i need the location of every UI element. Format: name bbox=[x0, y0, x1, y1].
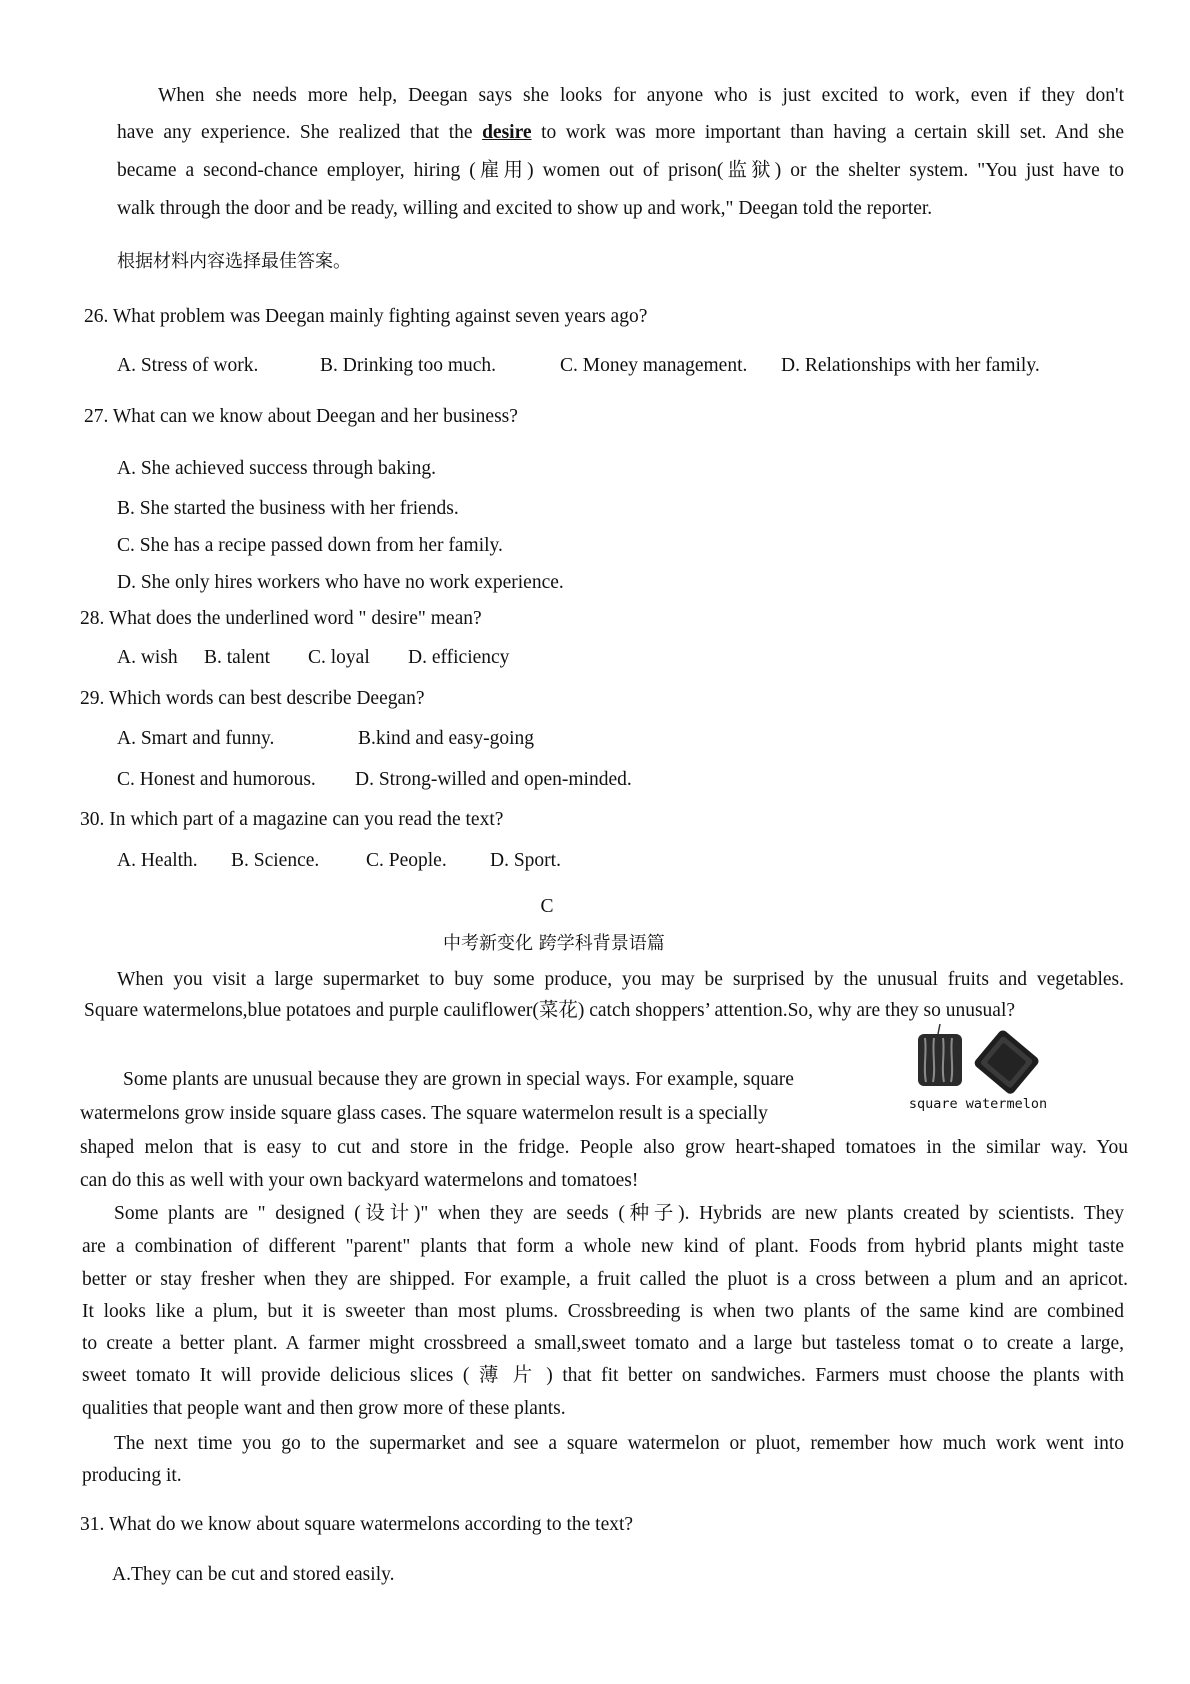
passage-text: have any experience. She realized that the bbox=[117, 122, 483, 143]
option: A.They can be cut and stored easily. bbox=[112, 1564, 395, 1585]
passage-line: Square watermelons,blue potatoes and purple cauliflower(菜花) catch shoppers’ attention.So, why are they so unusual? bbox=[84, 1000, 1016, 1021]
option: B. Drinking too much. bbox=[320, 355, 497, 376]
option: D. Relationships with her family. bbox=[781, 355, 1040, 376]
instruction: 根据材料内容选择最佳答案。 bbox=[117, 251, 351, 272]
passage-line: Some plants are unusual because they are grown in special ways. For example, square bbox=[123, 1069, 794, 1090]
passage-line: watermelons grow inside square glass cases. The square watermelon result is a specially bbox=[80, 1103, 768, 1124]
question-stem: 26. What problem was Deegan mainly fighting against seven years ago? bbox=[84, 306, 648, 327]
passage-line: producing it. bbox=[82, 1465, 182, 1486]
underlined-word: desire bbox=[482, 122, 532, 143]
option: B. She started the business with her friends. bbox=[117, 498, 459, 519]
question-stem: 28. What does the underlined word " desire" mean? bbox=[80, 608, 482, 629]
option: D. Strong-willed and open-minded. bbox=[355, 769, 632, 790]
question-stem: 31. What do we know about square watermelons according to the text? bbox=[80, 1514, 634, 1535]
figure-caption: square watermelon bbox=[908, 1096, 1048, 1112]
question-stem: 29. Which words can best describe Deegan? bbox=[80, 688, 425, 709]
passage-line: walk through the door and be ready, willing and excited to show up and work," Deegan told the reporter. bbox=[117, 198, 933, 219]
passage-line: better or stay fresher when they are shipped. For example, a fruit called the pluot is a cross between a plum and an apricot. bbox=[82, 1269, 1128, 1290]
square-watermelon-figure bbox=[898, 1018, 1058, 1114]
option: C. loyal bbox=[308, 647, 370, 668]
passage-text: to work was more important than having a certain skill set. And she bbox=[541, 122, 1125, 143]
section-letter: C bbox=[540, 896, 554, 917]
option: C. People. bbox=[366, 850, 447, 871]
passage-line: sweet tomato It will provide delicious slices ( 薄 片 ) that fit better on sandwiches. Farmers must choose the plants with bbox=[82, 1365, 1124, 1386]
option: C. Money management. bbox=[560, 355, 748, 376]
passage-line: qualities that people want and then grow more of these plants. bbox=[82, 1398, 566, 1419]
option: C. She has a recipe passed down from her family. bbox=[117, 535, 503, 556]
option: D. efficiency bbox=[408, 647, 510, 668]
passage-line: became a second-chance employer, hiring (雇用) women out of prison(监狱) or the shelter system. "You just have to bbox=[117, 160, 1124, 181]
option: D. Sport. bbox=[490, 850, 561, 871]
passage-line: When you visit a large supermarket to buy some produce, you may be surprised by the unusual fruits and vegetables. bbox=[117, 969, 1124, 990]
question-stem: 27. What can we know about Deegan and her business? bbox=[84, 406, 518, 427]
option: D. She only hires workers who have no work experience. bbox=[117, 572, 564, 593]
passage-line bbox=[117, 121, 1124, 145]
question-stem: 30. In which part of a magazine can you read the text? bbox=[80, 809, 504, 830]
option: A. She achieved success through baking. bbox=[117, 458, 436, 479]
option: C. Honest and humorous. bbox=[117, 769, 316, 790]
square-watermelon-image bbox=[898, 1018, 1058, 1096]
passage-line: When she needs more help, Deegan says she looks for anyone who is just excited to work, even if they don't bbox=[158, 85, 1124, 106]
option: A. Stress of work. bbox=[117, 355, 259, 376]
option: A. Smart and funny. bbox=[117, 728, 275, 749]
passage-line: The next time you go to the supermarket and see a square watermelon or pluot, remember how much work went into bbox=[114, 1433, 1124, 1454]
passage-line: can do this as well with your own backyard watermelons and tomatoes! bbox=[80, 1170, 639, 1191]
option: B. Science. bbox=[231, 850, 320, 871]
option: A. Health. bbox=[117, 850, 198, 871]
passage-line: are a combination of different "parent" plants that form a whole new kind of plant. Foods from hybrid plants might taste bbox=[82, 1236, 1124, 1257]
option: A. wish bbox=[117, 647, 178, 668]
passage-line: to create a better plant. A farmer might crossbreed a small,sweet tomato and a large but tasteless tomat o to create a large, bbox=[82, 1333, 1124, 1354]
passage-line: Some plants are " designed (设计)" when they are seeds (种子). Hybrids are new plants created by scientists. They bbox=[114, 1203, 1124, 1224]
option: B.kind and easy-going bbox=[358, 728, 535, 749]
section-subtitle: 中考新变化 跨学科背景语篇 bbox=[443, 933, 665, 954]
passage-line: shaped melon that is easy to cut and store in the fridge. People also grow heart-shaped tomatoes in the similar way. You bbox=[80, 1137, 1128, 1158]
option: B. talent bbox=[204, 647, 271, 668]
passage-line: It looks like a plum, but it is sweeter than most plums. Crossbreeding is when two plants of the same kind are combined bbox=[82, 1301, 1124, 1322]
